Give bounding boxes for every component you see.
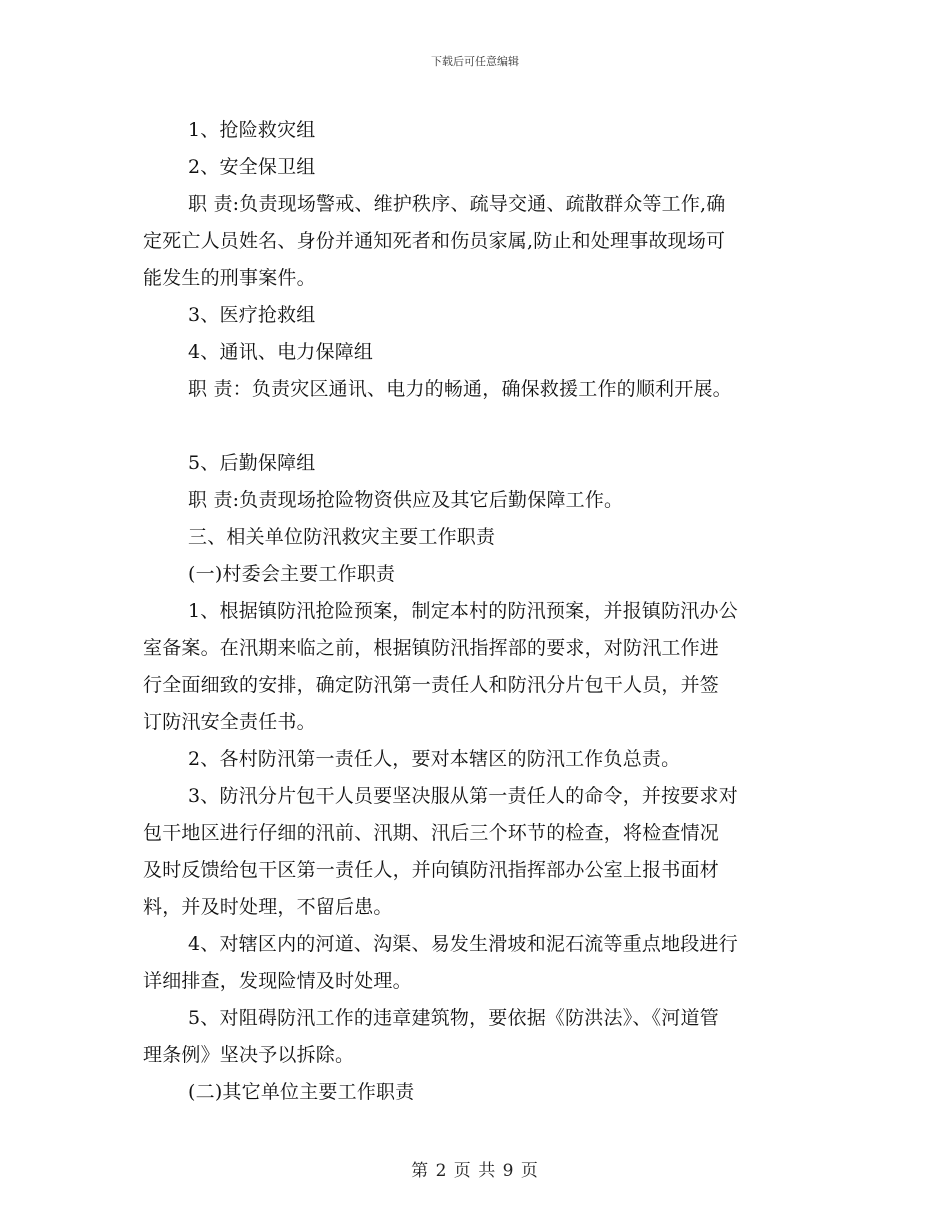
page-number: 第 2 页 共 9 页 [411,1161,539,1181]
paragraph-line: 4、通讯、电力保障组 [188,341,374,363]
subsection-heading: (一)村委会主要工作职责 [188,563,396,585]
paragraph-line: 4、对辖区内的河道、沟渠、易发生滑坡和泥石流等重点地段进行 [188,933,738,955]
paragraph-line: 能发生的刑事案件。 [143,267,316,289]
subsection-heading: (二)其它单位主要工作职责 [188,1081,415,1103]
paragraph-line: 5、后勤保障组 [188,452,316,474]
paragraph-line: 2、安全保卫组 [188,156,316,178]
paragraph-line: 包干地区进行仔细的汛前、汛期、汛后三个环节的检查，将检查情况 [143,822,720,844]
paragraph-line: 2、各村防汛第一责任人，要对本辖区的防汛工作负总责。 [188,748,681,770]
section-heading: 三、相关单位防汛救灾主要工作职责 [188,526,496,548]
paragraph-line: 料，并及时处理，不留后患。 [143,896,393,918]
paragraph-line: 订防汛安全责任书。 [143,711,316,733]
paragraph-line: 职 责:负责现场抢险物资供应及其它后勤保障工作。 [188,489,624,511]
paragraph-line: 理条例》坚决予以拆除。 [143,1044,355,1066]
document-body [143,112,815,1111]
paragraph-line: 职 责:负责现场警戒、维护秩序、疏导交通、疏散群众等工作,确 [188,193,726,215]
paragraph-line: 5、对阻碍防汛工作的违章建筑物，要依据《防洪法》、《河道管 [188,1007,719,1029]
paragraph-line: 3、医疗抢救组 [188,304,316,326]
paragraph-line: 1、根据镇防汛抢险预案，制定本村的防汛预案，并报镇防汛办公 [188,600,738,622]
paragraph-line: 定死亡人员姓名、身份并通知死者和伤员家属,防止和处理事故现场可 [143,230,726,252]
blank-line [143,408,815,445]
paragraph-line: 详细排查，发现险情及时处理。 [143,970,412,992]
paragraph-line: 1、抢险救灾组 [188,119,316,141]
paragraph-line: 职 责：负责灾区通讯、电力的畅通，确保救援工作的顺利开展。 [188,378,732,400]
paragraph-line: 行全面细致的安排，确定防汛第一责任人和防汛分片包干人员，并签 [143,674,720,696]
page-header: 下载后可任意编辑 [431,55,519,68]
paragraph-line: 室备案。在汛期来临之前，根据镇防汛指挥部的要求，对防汛工作进 [143,637,720,659]
paragraph-line: 3、防汛分片包干人员要坚决服从第一责任人的命令，并按要求对 [188,785,738,807]
paragraph-line: 及时反馈给包干区第一责任人，并向镇防汛指挥部办公室上报书面材 [143,859,720,881]
